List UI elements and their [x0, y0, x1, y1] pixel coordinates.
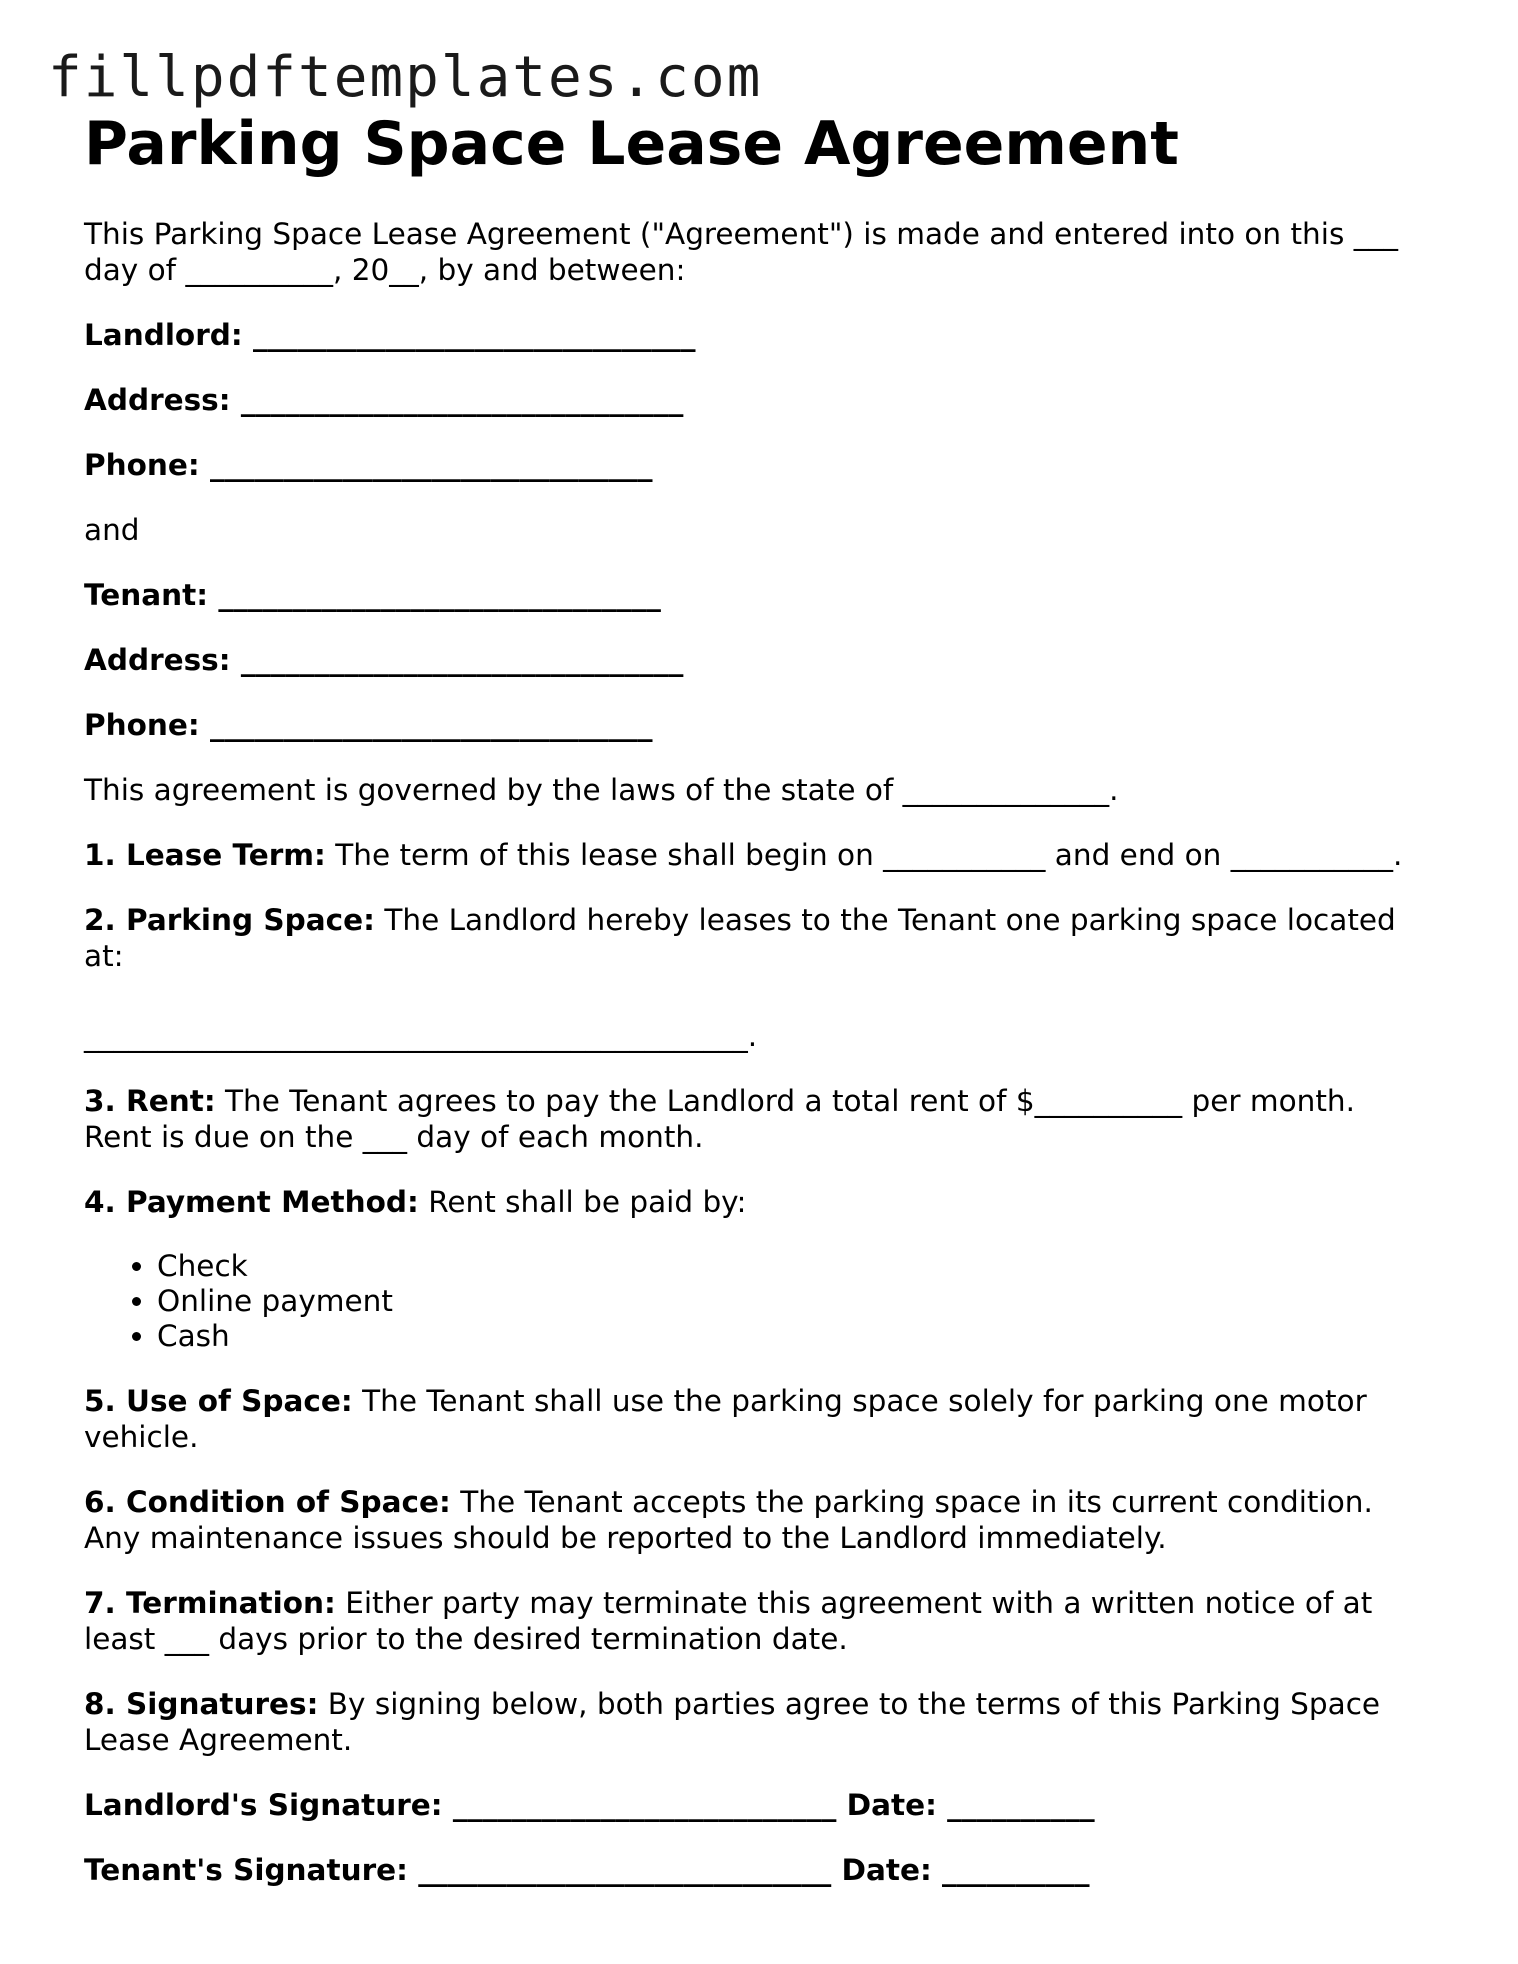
landlord-phone-label: Phone: — [84, 448, 200, 482]
landlord-name-blank: ______________________________ — [252, 318, 696, 352]
governing-law: This agreement is governed by the laws of the state of ______________. — [84, 773, 1119, 807]
landlord-signature-line: Landlord's Signature: __________________________ Date: __________ — [84, 1788, 1095, 1822]
section-heading: 2. Parking Space: — [84, 903, 375, 937]
tenant-phone-blank: ______________________________ — [209, 708, 653, 742]
section-payment-method — [84, 1184, 1414, 1220]
section-heading: 5. Use of Space: — [84, 1384, 353, 1418]
tenant-name-line — [84, 577, 1414, 613]
section-text: The Tenant agrees to pay the Landlord a total rent of $__________ per month. Rent is due on the ___ day of each month. — [84, 1084, 1356, 1154]
tenant-name-label: Tenant: — [84, 578, 209, 612]
landlord-phone-line — [84, 447, 1414, 483]
section-heading: 7. Termination: — [84, 1586, 336, 1620]
section-text: The Tenant shall use the parking space solely for parking one motor vehicle. — [84, 1384, 1367, 1454]
section-heading: 3. Rent: — [84, 1084, 216, 1118]
section-signatures — [84, 1686, 1414, 1758]
tenant-address-line — [84, 642, 1414, 678]
tenant-name-blank: ______________________________ — [218, 578, 661, 612]
agreement-body — [84, 216, 1414, 1917]
section-text: By signing below, both parties agree to the terms of this Parking Space Lease Agreement. — [84, 1687, 1381, 1757]
section-heading: 4. Payment Method: — [84, 1185, 419, 1219]
section-heading: 1. Lease Term: — [84, 838, 326, 872]
tenant-address-label: Address: — [84, 643, 231, 677]
section-text: Either party may terminate this agreement with a written notice of at least ___ days prior to the desired termination date. — [84, 1586, 1373, 1656]
section-heading: 8. Signatures: — [84, 1687, 319, 1721]
watermark-text: fillpdftemplates.com — [48, 45, 763, 110]
payment-method-list — [84, 1249, 1414, 1354]
list-item: • Online payment — [157, 1284, 1414, 1319]
tenant-phone-line — [84, 707, 1414, 743]
tenant-phone-label: Phone: — [84, 708, 200, 742]
landlord-address-label: Address: — [84, 383, 231, 417]
section-use-of-space — [84, 1383, 1414, 1455]
tenant-signature-line: Tenant's Signature: ____________________________ Date: __________ — [84, 1853, 1090, 1887]
landlord-name-line — [84, 317, 1414, 353]
list-item: • Cash — [157, 1319, 1414, 1354]
section-text: The Tenant accepts the parking space in its current condition. Any maintenance issues should be reported to the Landlord immediately. — [84, 1485, 1373, 1555]
section-text: The term of this lease shall begin on ___________ and end on ___________. — [335, 838, 1403, 872]
section-condition-of-space — [84, 1484, 1414, 1556]
landlord-name-label: Landlord: — [84, 318, 243, 352]
section-lease-term — [84, 837, 1414, 873]
and-text: and — [84, 513, 140, 547]
section-rent — [84, 1083, 1414, 1155]
section-parking-space — [84, 902, 1414, 974]
section-heading: 6. Condition of Space: — [84, 1485, 451, 1519]
section-text: The Landlord hereby leases to the Tenant one parking space located at: — [84, 903, 1396, 973]
section-termination — [84, 1585, 1414, 1657]
list-item: • Check — [157, 1249, 1414, 1284]
document-title: Parking Space Lease Agreement — [84, 109, 1179, 179]
intro-paragraph: This Parking Space Lease Agreement ("Agreement") is made and entered into on this ___ day of __________, 20__, by and between: — [84, 217, 1398, 287]
landlord-address-blank: ______________________________ — [240, 383, 684, 417]
section-text: Rent shall be paid by: — [428, 1185, 747, 1219]
parking-location-blank: _____________________________________________. — [84, 1019, 758, 1053]
landlord-address-line — [84, 382, 1414, 418]
landlord-phone-blank: ______________________________ — [209, 448, 653, 482]
tenant-address-blank: ______________________________ — [240, 643, 684, 677]
